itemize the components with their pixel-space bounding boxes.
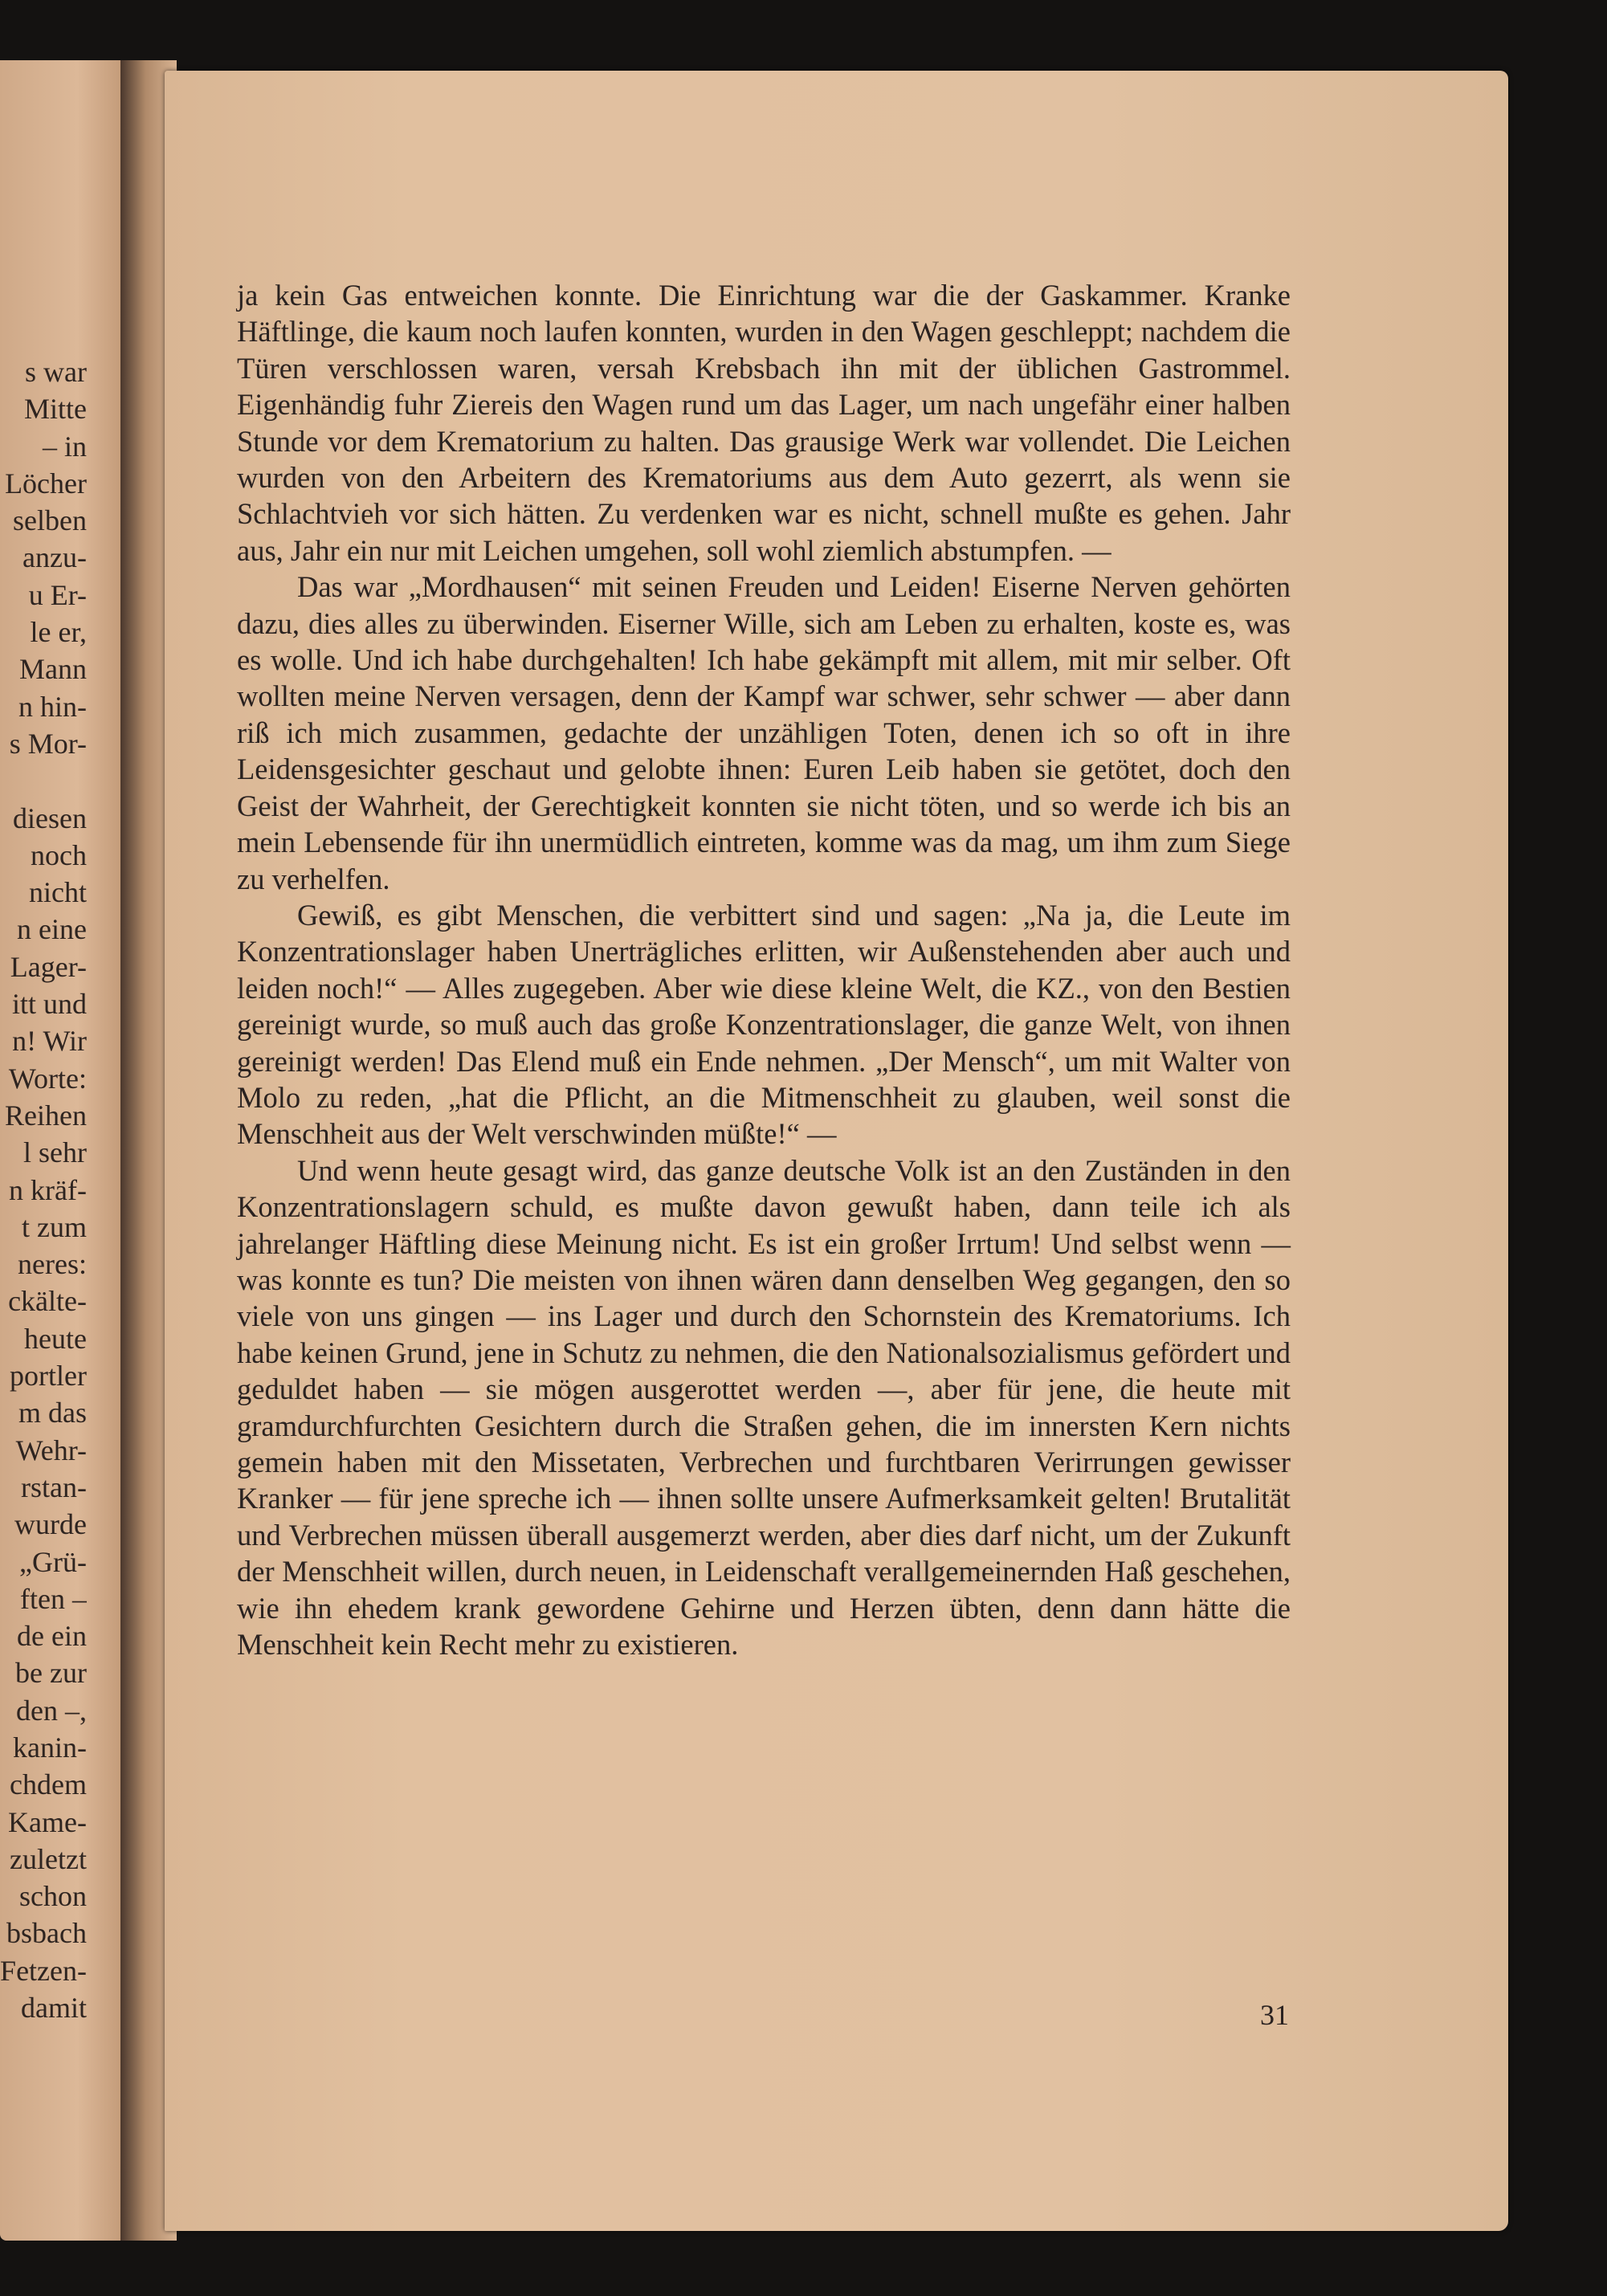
left-page-line: s Mor- — [9, 727, 87, 760]
left-page-line: wurde — [14, 1508, 87, 1541]
left-page-line: ften – — [20, 1582, 87, 1615]
left-page — [0, 60, 141, 2241]
paragraph: Das war „Mordhausen“ mit seinen Freuden und Leiden! Eiserne Nerven gehörten dazu, dies alles zu überwinden. Eiserner Wille, sich am Leben zu erhalten, koste es, was es wolle. Und ich habe durchgehalten! Ich habe gekämpft mit allem, mit mir selber. Oft wollten meine Nerven versagen, denn der Kampf war schwer, sehr schwer — aber dann riß ich mich zusammen, gedachte der unzähligen Toten, denen ich so oft in ihre Leidensgesichter geschaut und gelobte ihnen: Euren Leib haben sie getötet, doch den Geist der Wahrheit, der Gerechtigkeit konnten sie nicht töten, und so werde ich bis an mein Lebensende für ihn unermüdlich eintreten, komme was da mag, um ihm zum Siege zu verhelfen. — [237, 570, 1291, 895]
page-number: 31 — [1260, 1999, 1289, 2031]
left-page-line: schon — [19, 1880, 87, 1913]
left-page-line: noch — [31, 838, 87, 871]
left-page-line: selben — [13, 504, 87, 537]
left-page-line: be zur — [15, 1657, 87, 1690]
left-page-line: bsbach — [6, 1917, 87, 1950]
left-page-line: Lager- — [10, 950, 87, 983]
left-page-line: chdem — [10, 1768, 87, 1801]
paragraph: Gewiß, es gibt Menschen, die verbittert sind und sagen: „Na ja, die Leute im Konzentrationslager haben Unerträgliches erlitten, wir Außenstehenden aber auch und leiden noch!“ — Alles zugegeben. Aber wie diese kleine Welt, die KZ., von den Bestien gereinigt wurde, so muß auch das große Konzentrationslager, die ganze Welt, von ihnen gereinigt werden! Das Elend muß ein Ende nehmen. „Der Mensch“, um mit Walter von Molo zu reden, „hat die Pflicht, an die Mitmenschheit zu glauben, weil sonst die Menschheit aus der Welt verschwinden müßte!“ — — [237, 898, 1291, 1151]
left-page-line: u Er- — [28, 578, 87, 611]
left-page-line: Kame- — [8, 1805, 87, 1838]
left-page-line: Fetzen- — [0, 1954, 87, 1987]
left-page-line: n hin- — [18, 690, 87, 723]
paragraph: Und wenn heute gesagt wird, das ganze deutsche Volk ist an den Zuständen in den Konzentrationslagern schuld, es mußte davon gewußt haben, dann teile ich als jahrelanger Häftling diese Meinung nicht. Es ist ein großer Irrtum! Und selbst wenn — was konnte es tun? Die meisten von ihnen wären dann denselben Weg gegangen, den so viele von uns gingen — ins Lager und durch den Schornstein des Krematoriums. Ich habe keinen Grund, jene in Schutz zu nehmen, die den Nationalsozialismus gefördert und geduldet haben — sie mögen ausgerottet werden —, aber für jene, die heute mit gramdurchfurchten Gesichtern durch die Straßen gehen, die im innersten Kern nichts gemein haben mit den Missetaten, Verbrechen und furchtbaren Verirrungen gewisser Kranker — für jene spreche ich — ihnen sollte unsere Aufmerksamkeit gelten! Brutalität und Verbrechen müssen überall ausgemerzt werden, aber dies darf nicht, um der Zukunft der Menschheit willen, durch neuen, in Leidenschaft verallgemeinernden Haß geschehen, wie ihn ehedem krank gewordene Gehirne und Herzen übten, denn dann hätte die Menschheit kein Recht mehr zu existieren. — [237, 1153, 1291, 1662]
left-page-line: n! Wir — [12, 1025, 87, 1058]
left-page-line: n eine — [17, 913, 87, 946]
left-page-line: rstan- — [21, 1470, 87, 1503]
left-page-line: Mann — [19, 653, 87, 686]
left-page-line: „Grü- — [19, 1545, 87, 1578]
body-text — [237, 277, 1291, 1662]
left-page-line: Löcher — [5, 467, 87, 500]
left-page-line: den –, — [16, 1694, 87, 1727]
left-page-line: – in — [42, 430, 87, 463]
left-page-line: m das — [18, 1397, 87, 1429]
left-page-line: l sehr — [23, 1136, 87, 1169]
left-page-line: de ein — [17, 1620, 87, 1653]
left-page-line: Reihen — [5, 1099, 87, 1132]
left-page-text — [0, 353, 87, 2026]
left-page-line: Wehr- — [15, 1433, 87, 1466]
left-page-line: s war — [25, 356, 87, 388]
left-page-line: ckälte- — [8, 1285, 87, 1318]
left-page-line: neres: — [18, 1248, 87, 1281]
left-page-line: le er, — [30, 616, 87, 649]
left-page-line: n kräf- — [9, 1173, 87, 1206]
left-page-line: portler — [10, 1360, 87, 1393]
left-page-line: Worte: — [8, 1062, 87, 1095]
paragraph: ja kein Gas entweichen konnte. Die Einrichtung war die der Gaskammer. Kranke Häftlinge, die kaum noch laufen konnten, wurden in den Wagen geschleppt; nachdem die Türen verschlossen waren, versah Krebsbach ihn mit der üblichen Gastrommel. Eigenhändig fuhr Ziereis den Wagen rund um das Lager, um nach ungefähr einer halben Stunde vor dem Krematorium zu halten. Das grausige Werk war vollendet. Die Leichen wurden von den Arbeitern des Krematoriums aus dem Auto gezerrt, als wenn sie Schlachtvieh vor sich hätten. Zu verdenken war es nicht, schnell mußte es gehen. Jahr aus, Jahr ein nur mit Leichen umgehen, soll wohl ziemlich abstumpfen. — — [237, 279, 1291, 567]
left-page-line: anzu- — [22, 541, 87, 574]
left-page-line: Mitte — [24, 393, 87, 426]
left-page-line: kanin- — [13, 1731, 87, 1764]
left-page-line: damit — [21, 1992, 87, 2025]
left-page-gap — [0, 762, 87, 799]
left-page-line: nicht — [29, 876, 87, 909]
left-page-line: diesen — [13, 801, 87, 834]
left-page-line: t zum — [22, 1210, 87, 1243]
left-page-line: zuletzt — [10, 1842, 87, 1875]
left-page-line: heute — [24, 1322, 87, 1355]
left-page-line: itt und — [11, 988, 87, 1021]
